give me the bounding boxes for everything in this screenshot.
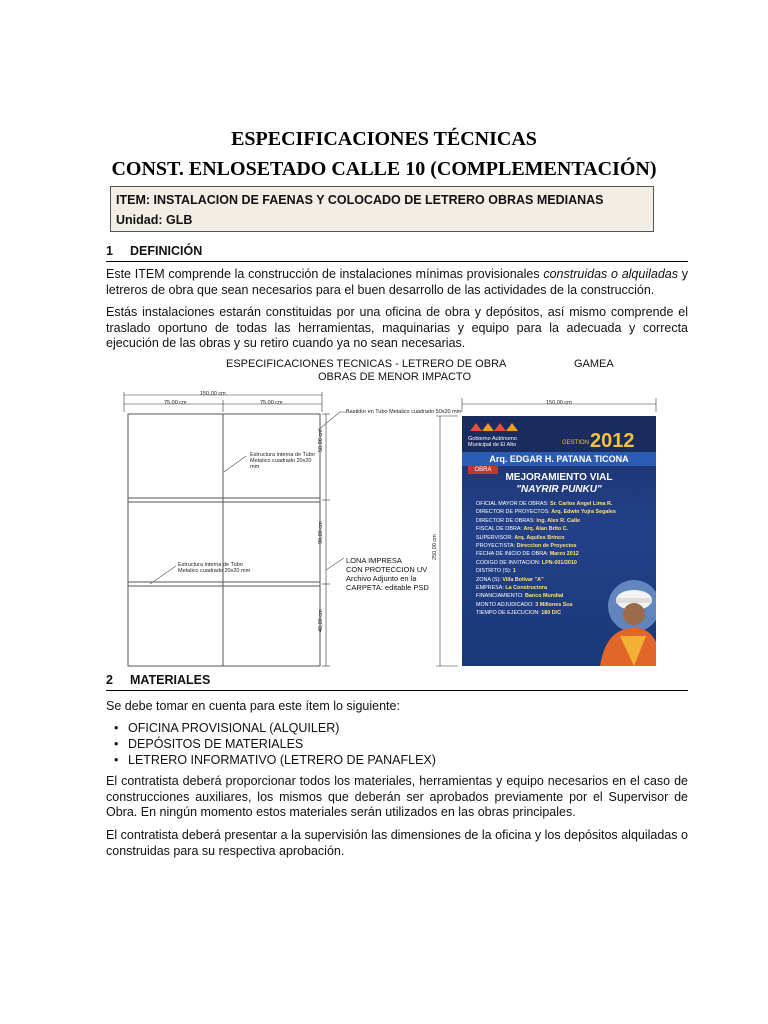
lona-line: CARPETA: editable PSD — [346, 583, 429, 592]
section-number: 2 — [106, 673, 113, 687]
municipal-logo-icon — [468, 420, 528, 432]
sign-detail-line — [476, 567, 616, 575]
lona-line: Archivo Adjunto en la — [346, 574, 417, 583]
worker-photo-icon — [590, 576, 656, 666]
sign-gestion: GESTION — [562, 440, 590, 446]
dim-sign-height-label: 250,00 cm — [432, 534, 438, 560]
sign-project-name: "NAYRIR PUNKU" — [516, 484, 602, 495]
dim-h1-label: 50,00 cm — [318, 429, 324, 452]
note-internal-upper: Estructura interna de Tubo Metalico cuadrado 20x20 mm — [250, 452, 315, 470]
list-item: • DEPÓSITOS DE MATERIALES — [106, 736, 436, 752]
sign-detail-value: 3 Millones Sus — [535, 601, 573, 608]
note-frame: Bastidor en Tubo Metalico cuadrado 50x20 mm — [346, 409, 462, 415]
sign-detail-key: FISCAL DE OBRA: — [476, 526, 524, 533]
sign-image — [462, 416, 656, 666]
para-text: Este ITEM comprende la construcción de instalaciones mínimas provisionales — [106, 267, 544, 281]
list-item: • OFICINA PROVISIONAL (ALQUILER) — [106, 720, 436, 736]
para-italic-text: construidas o alquiladas — [543, 267, 678, 281]
sign-detail-value: Arq. Edwin Yujra Segales — [551, 509, 616, 516]
sign-detail-value: LPN-001/2010 — [541, 559, 577, 566]
sign-detail-key: SUPERVISOR: — [476, 534, 515, 541]
unit-label: Unidad: GLB — [116, 213, 193, 227]
sign-detail-key: DIRECTOR DE PROYECTOS: — [476, 509, 552, 516]
sign-detail-value: 180 D/C — [541, 610, 562, 617]
paragraph-materials-intro: Se debe tomar en cuenta para este ítem lo siguiente: — [106, 699, 400, 713]
list-item: • LETRERO INFORMATIVO (LETRERO DE PANAFLEX) — [106, 752, 436, 768]
sign-detail-value: Marzo 2012 — [549, 551, 579, 558]
sign-detail-key: ZONA (S): — [476, 576, 503, 583]
sign-gov-line: Gobierno Autónomo — [468, 436, 517, 442]
sign-detail-value: Direccion de Proyectos — [516, 543, 577, 550]
sign-detail-line — [476, 550, 616, 558]
sign-detail-key: TIEMPO DE EJECUCION: — [476, 610, 542, 617]
sign-detail-line — [476, 542, 616, 550]
sign-detail-value: Arq. Aquiles Brinco — [514, 534, 565, 541]
dim-sign-width-label: 150,00 cm — [546, 400, 572, 406]
sign-detail-line — [476, 500, 616, 508]
sign-detail-key: EMPRESA: — [476, 585, 506, 592]
paragraph-installations: Estás instalaciones estarán constituidas por una oficina de obra y depósitos, así mismo comprende el traslado oportuno de todas las herramientas, maquinarias y equipo para la adecuada y correcta ejecución de las obras y su retiro cuando ya no sean necesarias. — [106, 305, 688, 350]
sign-detail-value: Sr. Carlos Angel Lima R. — [549, 501, 613, 507]
document-subtitle: CONST. ENLOSETADO CALLE 10 (COMPLEMENTACIÓN) — [111, 158, 657, 180]
sign-detail-line — [476, 508, 616, 516]
sign-detail-value: Villa Bolivar "A" — [502, 576, 544, 583]
sign-detail-key: DIRECTOR DE OBRAS: — [476, 517, 537, 524]
sign-detail-key: FINANCIAMIENTO: — [476, 593, 526, 600]
sign-project-title: MEJORAMIENTO VIAL — [505, 472, 613, 483]
materials-list — [106, 720, 436, 768]
sign-gov — [468, 436, 517, 448]
lona-line: LONA IMPRESA — [346, 556, 402, 565]
dim-total-label: 150,00 cm — [200, 391, 226, 397]
dim-right-label: 75,00 cm — [260, 400, 283, 406]
paragraph-contractor-materials: El contratista deberá proporcionar todos los materiales, herramientas y equipo necesarios en el caso de construcciones auxiliares, los mismos que deberán ser aprobados previamente por el Supervisor de Obra. En ningún momento estos materiales serán utilizados en las obras principales. — [106, 774, 688, 819]
sign-detail-line — [476, 559, 616, 567]
document-title: ESPECIFICACIONES TÉCNICAS — [231, 128, 537, 150]
sign-detail-value: Ing. Alex R. Calle — [536, 517, 580, 524]
sign-detail-key: FECHA DE INICIO DE OBRA: — [476, 551, 550, 558]
sign-name: Arq. EDGAR H. PATANA TICONA — [462, 452, 656, 466]
sign-detail-value: Arq. Alan Brito C. — [523, 526, 569, 533]
figure-title: ESPECIFICACIONES TECNICAS - LETRERO DE OBRA — [226, 358, 507, 370]
lona-line: CON PROTECCION UV — [346, 565, 428, 574]
sign-obra-tag: OBRA — [468, 466, 498, 474]
lona-note — [346, 556, 429, 592]
sign-detail-line — [476, 534, 616, 542]
sign-detail-line — [476, 525, 616, 533]
sign-detail-value: La Constructora — [505, 585, 547, 592]
dim-h2-label: 90,00 cm — [318, 521, 324, 544]
item-label: ITEM: INSTALACION DE FAENAS Y COLOCADO DE LETRERO OBRAS MEDIANAS — [116, 193, 604, 207]
section-title: DEFINICIÓN — [130, 244, 203, 258]
figure-subtitle: OBRAS DE MENOR IMPACTO — [318, 371, 472, 383]
sign-detail-key: CODIGO DE INVITACION: — [476, 559, 542, 566]
section-title: MATERIALES — [130, 673, 211, 687]
paragraph-contractor-supervision: El contratista deberá presentar a la supervisión las dimensiones de la oficina y los depósitos alquiladas o construidas para su respectiva aprobación. — [106, 828, 688, 858]
note-internal-lower: Estructura interna de Tubo Metalico cuadrado 20x20 mm — [178, 562, 251, 574]
sign-detail-key: OFICIAL MAYOR DE OBRAS: — [476, 501, 550, 507]
sign-detail-key: DISTRITO (S): — [476, 568, 513, 575]
sign-year: 2012 — [590, 430, 635, 452]
figure-org: GAMEA — [574, 358, 614, 370]
sign-detail-key: PROYECTISTA: — [476, 543, 517, 550]
sign-detail-key: MONTO ADJUDICADO: — [476, 601, 536, 608]
dim-h3-label: 40,00 cm — [318, 609, 324, 632]
sign-gov-line: Municipal de El Alto — [468, 442, 516, 448]
para-text: y letreros de obra que sean necesarios para el buen desarrollo de las actividades de la construcción. — [106, 267, 688, 297]
dim-left-label: 75,00 cm — [164, 400, 187, 406]
sign-detail-line — [476, 517, 616, 525]
section-heading-materiales — [106, 673, 688, 691]
sign-detail-value: Banco Mundial — [525, 593, 564, 600]
section-number: 1 — [106, 244, 113, 258]
sign-detail-value: 1 — [512, 568, 516, 575]
